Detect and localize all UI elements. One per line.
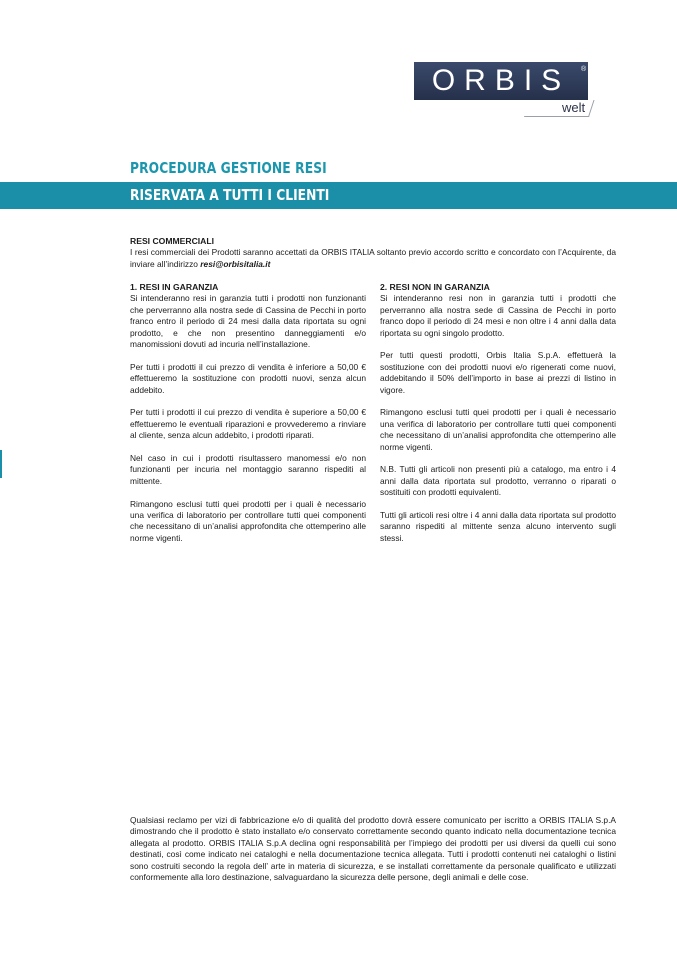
side-marker: [0, 450, 2, 478]
intro-section: [130, 236, 616, 270]
intro-body: I resi commerciali dei Prodotti saranno accettati da ORBIS ITALIA soltanto previo accordo scritto e concordato con l’Acquirente, da inviare all’indirizzo: [130, 247, 616, 269]
footer-text: Qualsiasi reclamo per vizi di fabbricazione e/o di qualità del prodotto dovrà essere comunicato per iscritto a ORBIS ITALIA S.p.A dimostrando che il prodotto è stato installato e/o conservato correttamente secondo quanto indicato nella documentazione tecnica allegata al prodotto. ORBIS ITALIA S.p.A declina ogni responsabilità per l’impiego dei prodotti per usi diversi da quelli cui sono destinati, così come indicato nei cataloghi e nella documentazione tecnica allegata. Tutti i prodotti contenuti nei cataloghi o listini sono costruiti secondo la regola dell’ arte in materia di sicurezza, e se installati correttamente da personale qualificato e utilizzati conformemente alla loro destinazione, salvaguardano la sicurezza delle persone, degli animali e delle cose.: [130, 815, 616, 883]
warranty-paragraph: Nel caso in cui i prodotti risultassero manomessi e/o non funzionanti per incuria nel montaggio saranno rispediti al mittente.: [130, 453, 366, 486]
warranty-paragraph: Per tutti i prodotti il cui prezzo di vendita è inferiore a 50,00 € effettueremo la sostituzione con prodotti nuovi, senza alcun addebito.: [130, 361, 366, 395]
logo-sub-text: welt: [562, 100, 586, 115]
warranty-paragraph: Rimangono esclusi tutti quei prodotti per i quali è necessario una verifica di laboratorio per controllare tutti quei componenti che necessitano di un’analisi approfondita che ottemperino alle norme vigenti.: [130, 498, 366, 543]
warranty-paragraph: Si intenderanno resi in garanzia tutti i prodotti non funzionanti che perverranno alla nostra sede di Cassina de Pecchi in porto franco entro il periodo di 24 mesi dalla data riportata su ogni prodotto, e che non presentino danneggiamenti e/o manomissioni dovuti ad incuria nell’installazione.: [130, 293, 366, 350]
warranty-returns-column: [130, 282, 366, 556]
footer-disclaimer: [130, 815, 616, 883]
orbis-welt-logo: [414, 62, 590, 118]
non-warranty-returns-heading: 2. RESI NON IN GARANZIA: [380, 282, 490, 292]
title-band: [0, 182, 677, 209]
intro-text: [130, 247, 616, 270]
non-warranty-paragraph: Si intenderanno resi non in garanzia tutti i prodotti che perverranno alla nostra sede di Cassina de Pecchi in porto franco dopo il periodo di 24 mesi e non oltre i 4 anni dalla data riportata su ogni singolo prodotto.: [380, 293, 616, 338]
returns-email-link[interactable]: resi@orbisitalia.it: [200, 258, 271, 269]
non-warranty-paragraph: Rimangono esclusi tutti quei prodotti per i quali è necessario una verifica di laboratorio per controllare tutti quei componenti che necessitano di un’analisi approfondita che ottemperino alle norme vigenti.: [380, 407, 616, 452]
non-warranty-paragraph: N.B. Tutti gli articoli non presenti più a catalogo, ma entro i 4 anni dalla data riportata sul prodotto, verranno o riparati o sostituiti con prodotti equivalenti.: [380, 464, 616, 498]
non-warranty-returns-column: [380, 282, 616, 556]
logo-brand-text: ORBIS: [414, 62, 588, 100]
warranty-returns-heading: 1. RESI IN GARANZIA: [130, 282, 219, 292]
non-warranty-paragraph: Tutti gli articoli resi oltre i 4 anni dalla data riportata sul prodotto saranno rispediti al mittente senza alcuno intervento sugli stessi.: [380, 510, 616, 543]
warranty-paragraph: Per tutti i prodotti il cui prezzo di vendita è superiore a 50,00 € effettueremo le eventuali riparazioni e provvederemo a rinviare al cliente, senza alcun addebito, i prodotti riparati.: [130, 407, 366, 441]
logo-registered-mark: ®: [581, 66, 587, 73]
intro-heading: RESI COMMERCIALI: [130, 236, 215, 246]
page-subtitle: RISERVATA A TUTTI I CLIENTI: [130, 186, 330, 204]
non-warranty-paragraph: Per tutti questi prodotti, Orbis Italia S.p.A. effettuerà la sostituzione con dei prodotti nuovi e/o rigenerati come nuovi, addebitando il 50% dell’importo in base ai prezzi di listino in vigore.: [380, 350, 616, 395]
page-title: PROCEDURA GESTIONE RESI: [130, 159, 327, 177]
